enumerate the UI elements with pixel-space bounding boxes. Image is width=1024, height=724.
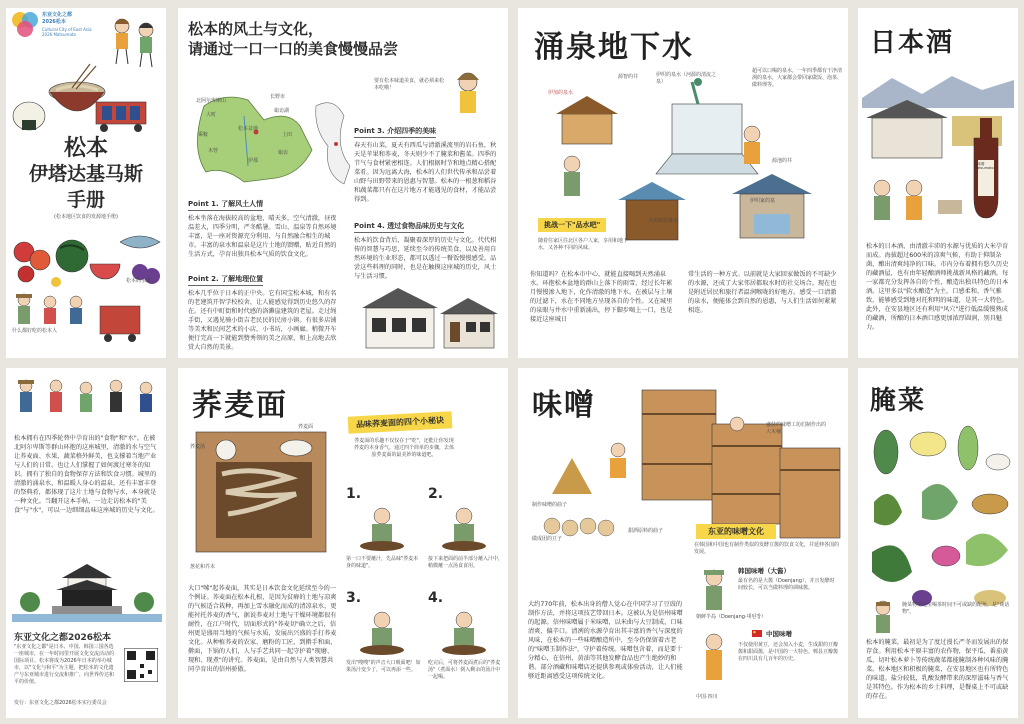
qr-code[interactable] — [124, 648, 158, 682]
point-2-heading: Point 2. 了解地理位置 — [188, 274, 263, 286]
tsukemono-title: 腌菜 — [870, 386, 927, 416]
map-label-0: 北阿尔卑斯山 — [196, 98, 227, 104]
label-source: 源智的井 — [618, 74, 639, 80]
water-taste-caption: 随着住家区往北区各户人家，享用和地下水，又各种不同的风味。 — [538, 238, 629, 251]
tsukemono-caption: 腌菜物是这里喝茶时间不可或缺的配角，是"谈话物"。 — [902, 602, 1010, 615]
tsukemono-text: 松本的腌菜，最初是为了度过漫长严冬而发展出的保存食。利用松本平原丰富的农作物，保平瓜、番茄黄瓜、切叶松本萝卜等传统蔬菜都能腌制各种风味的腌菜。松本地区和积极的腌菜，在安昙地区也有所特色的味道。盐分较低，乳酸发酵带来的深厚滋味与香气是其特色。作为松本的乡土料理，是餐桌上不可或缺的存在。 — [866, 639, 1009, 700]
onigiri-illustration — [10, 94, 48, 134]
china-name: 中国味噌 — [766, 630, 792, 638]
step-1-number: 1. — [346, 486, 362, 502]
sake-bottle-label: 本味噌 Matsumoto — [974, 162, 994, 170]
footer-title: 东亚文化之都2026松本 — [14, 633, 112, 643]
map-label-7: 诹访 — [278, 150, 289, 156]
sake-title: 日本酒 — [870, 28, 955, 58]
brand-title: 东亚文化之都 — [42, 12, 73, 18]
label-kura: 伊织家的泉 — [750, 198, 776, 204]
tag-keg: 盛装的味噌工坊们制作出的大木桶 — [766, 422, 827, 435]
step-3-number: 3. — [346, 590, 362, 606]
point-3 — [354, 118, 502, 204]
water-text-1: 你知道吗？在松本市中心，就能直接喝到天然涌泉水。环抱松本盆地的群山上落下的雨雪，经过长年累月慢慢渗入地下，化作清澈的地下水。在被层与土壤的过滤下，水在不同地方呈现各自的个性。又在城里的泉眼与井水中重新涌出，停下脚步喝上一口，也是接近这座城日 — [530, 271, 673, 323]
tag-wrap: 甜酒原料的曲子 — [628, 528, 664, 534]
step-4-text: 吃完后，可将荞麦面煮后的"荞麦汤"（煮面水）倒入剩余的汤汁中一起喝。 — [428, 660, 501, 680]
point-1 — [188, 191, 338, 259]
point-4-heading: Point 4. 透过食物品味历史与文化 — [354, 221, 464, 233]
map-label-4: 上田 — [282, 132, 293, 138]
miso-illustrations — [522, 374, 844, 544]
korea-person-illustration — [694, 566, 734, 614]
point-2 — [188, 266, 338, 352]
caption-fruit: 松本的水果 — [126, 278, 152, 284]
people-illustration — [10, 288, 166, 354]
cover-subtitle: (松本地区饮食的发源地手册) — [54, 214, 118, 220]
tag-balls: 做成团的豆子 — [532, 536, 563, 542]
miso-banner: 东亚的味噌文化 — [696, 524, 776, 539]
guide-girl-illustration — [448, 68, 488, 118]
map-label-3: 诹访湖 — [274, 108, 290, 114]
family-illustration — [12, 374, 162, 430]
festival-float-illustration — [86, 94, 156, 134]
sake-illustration — [862, 68, 1014, 238]
brand-subtitle: Cultural City of East Asia 2026 Matsumoto — [42, 27, 92, 37]
map-label-8: 长野市 — [270, 94, 286, 100]
intro-headline-2: 请通过一口一口的美食慢慢品尝 — [188, 40, 399, 58]
brand-year: 2026松本 — [42, 19, 66, 25]
miso-text: 大约770年前，松本出身的僧人觉心在中国学习了豆豉的制作方法，并将这项技艺带回日本。这被认为是信州味噌的起源。信州味噌属于米味噌，以米曲与大豆制成，口味清爽、偏辛口。清冽的水源孕育出其丰富的香气与深度的风味，在松本的一些味噌酿造所中，至今仍保留着古老的"味噌玉制作法"，守护着传统。味噌包含着，而是要十分精心，在信州，黄油等其他发酵食品也产生绝妙的和谐。部分酒藏和味噌店还提供参观或体验活动，让人们能够近距离感受这项传统文化。 — [528, 601, 683, 680]
step-illustrations-top — [346, 502, 506, 552]
point-3-heading: Point 3. 介绍四季的美味 — [354, 126, 436, 138]
intro-panel — [178, 8, 508, 358]
soba-panel — [178, 368, 508, 718]
point-3-text: 春天有山菜，夏天有西瓜与清澈溪流里的岩石鱼，秋天是苹果和荞麦，冬天则少不了腌菜和酱菜。四季的节气与食材紧密相连。人们根据时节和地点精心搭配菜肴。因为远离大海，松本的人们世代传承和品尝着山野与田野带来的恩惠与智慧。松本的一根葱和稻谷和蔬菜都只有在这片地方才能遇见的食材，才能品尝得到。 — [354, 142, 497, 203]
intro-bubble: 要有松本味道美食，就必须来松本吃哦！ — [374, 78, 445, 91]
kids-illustration — [104, 12, 162, 72]
footer-text: "东亚文化之都"是日本、中国、韩国三国各选一座城市，在一年时间里开展文化交流活动的国际项目。松本将成为2026年日本的举办城市，以"文化与和平"为主题，把松本的文化遗产与东亚城市进行交流和推广，向世界传达和平的价值。 — [14, 644, 115, 685]
soba-text: 大口"嗦"起荞麦面，其实是日本饮食文化延续至今的一个例证。荞麦面在松本扎根，是因为贫瘠的土地与凉爽的气候适合栽种，再加上雪水融化而成的清凉泉水，更能衬托荞麦的香气，据说荞麦对土地与干燥环境都很有耐性，在江户时代，切面形式的"荞麦切"确立之后，信州更是盛用当地的气候与水质，发展出兴盛的手打荞麦文化。从种植荞麦的农家、磨粉的工匠，到擀手和面，擀面，下锅的人们，人与手艺共同一起守护着"现磨、现和、现煮"的讲究。荞麦面，是由自然与人类智慧共同孕育出的信州骄傲。 — [188, 585, 337, 673]
water-bubble: 超可以口喝的泉水，一年四季都有干净清冽的泉水，大家都会带回家做饭、泡茶、做料理等。 — [752, 68, 843, 88]
point-1-text: 松本坐落在海拔较高的盆地，晴天多，空气清澈，昼夜温差大，四季分明，严冬酷暑。雪山、温泉等自然环境丰富，是一座对资源充分利用、与自然融合相生的城市。丰富的泉水和温泉是这片土地的馈赠，贴近自然的生活方式，孕育出独具松本气质的饮食文化。 — [188, 215, 337, 258]
point-4 — [354, 213, 502, 281]
korea-name: 韩国味噌（大酱） — [738, 567, 790, 575]
sake-panel — [858, 8, 1018, 358]
soba-title: 荞麦面 — [192, 388, 288, 423]
step-2-number: 2. — [428, 486, 444, 502]
soba-tray-illustration — [186, 422, 336, 562]
map-label-5: 木曾 — [208, 148, 219, 154]
cover-panel — [6, 8, 166, 358]
child-illustration — [868, 598, 898, 638]
cultural-city-logo — [10, 10, 40, 40]
point-2-text: 松本几乎位于日本的正中央。它有国宝松本城，和有名的老建筑开智学校校舍，让人能感觉得到历史悠久的存在。还有中町街和时代感的洛濑崖建筑的老屋。走过绳手街，又遇见骑小街吉老民民的民房小镇。有很多店铺等美术和民间艺术的小店，小书坊，小画廊。稍微开车便行完高一下就能到赞秀领的美之高原，和上高地去欣赏大自然的美景。 — [188, 290, 337, 351]
soba-intro-bubble: 荞麦面的乐趣不仅仅在于"吃"，还能让你发现荞麦的本身香气。通过四个简单的步骤，去体验荞麦面的最美妙的味道吧。 — [354, 438, 455, 458]
tsukemono-panel — [858, 368, 1018, 718]
miso-title: 味噌 — [532, 388, 596, 423]
map-label-9: 乘鞍 — [198, 132, 209, 138]
map-label-2: 松本盆地 — [238, 126, 259, 132]
china-flag-icon — [752, 630, 762, 637]
korea-text: 最有名的是大酱（Doenjang），并且发酵时间较长，可以当做料理的调味酱。 — [738, 578, 835, 591]
label-fountain: 源池的井 — [772, 158, 793, 164]
water-illustrations — [522, 74, 842, 264]
map-label-1: 大町 — [206, 112, 217, 118]
issuer: 发行：东亚文化之都2026松本实行委员会 — [14, 700, 107, 706]
water-yellow-tag: 挑战一下"品水吧" — [538, 218, 606, 232]
cover-title-2: 伊塔达基马斯 — [28, 163, 143, 185]
about-text: 松本拥有在四季轮替中孕育出的"食物"和"水"。在被北阿尔卑斯等群山环抱的这座城里，清澈的水与空气让荞麦面、水果、蔬菜格外鲜美，也支撑着当地产业与人们的日常。也让人们掌握了如何渡过寒冬的知识。拥有了独自的食物保存方法和饮食习惯。城里的清澈的涌泉水，和温暖人身心的温泉，还有丰富丰登的祭典肴，都体现了这片土地与食物与水，本身就是一种文化。当翻开这本手帖，一边走访松本的"美食"与"水"，可以一边细细品味这座城的历史与文化。 — [14, 435, 159, 514]
point-4-text: 松本的饮食背后，凝聚着深厚的历史与文化。代代相传的智慧与巧思，延续至今的传统美食，以及善用自然环境的生业形态，都可以透过一餐饭慢慢感受。品尝这些料理的同时，也是在触摸这座城的历史，风土与生活习惯。 — [354, 237, 497, 280]
korea-meta: 朝鲜半岛（Doenjang·대된장） — [696, 614, 767, 620]
tag-wasabi: 葱花和芥末 — [190, 564, 216, 570]
castle-illustration — [12, 556, 162, 622]
label-pump: 伊织的泉水（河源的清流之泉） — [656, 72, 717, 85]
cover-title-1: 松本 — [63, 136, 108, 161]
water-title: 涌泉地下水 — [534, 30, 694, 65]
caption-people: 什么都好吃的松本人 — [12, 328, 58, 334]
miso-panel — [518, 368, 848, 718]
label-shrine: 大名町的泉水 — [648, 218, 679, 224]
water-panel — [518, 8, 848, 358]
townhouse-illustration — [358, 278, 503, 353]
step-illustrations-bottom — [346, 606, 506, 656]
vegetables-illustration — [862, 422, 1014, 612]
step-1-text: 第一口不要蘸汁，先品味"荞麦本身的味道"。 — [346, 556, 419, 569]
cover-title-3: 手册 — [66, 189, 105, 211]
china-meta: 中国·四川 — [696, 694, 718, 700]
miso-sub: 在韩国和中国也有制作类似的发酵豆酱的饮食文化，并延伸各国的发展。 — [694, 542, 840, 555]
label-well: 伊加的泉水 — [548, 90, 574, 96]
point-1-heading: Point 1. 了解风土人情 — [188, 199, 263, 211]
step-2-text: 接下来把面的前半部分蘸入汁中，稍微蘸一点汤食食用。 — [428, 556, 504, 569]
china-person-illustration — [694, 630, 734, 690]
tag-koji: 制作味噌的曲子 — [532, 502, 568, 508]
water-text-2: 常生活的一种方式。以前就是大家回家做饭的不可缺少的水源，还成了大家邻居都取水时的社交场合。现在也是附近居民和旅行者温润喉咙的好地方。感受一口清澈的泉水，便能体会到自然的恩惠，与人们生活如何紧紧相连。 — [688, 271, 837, 314]
step-3-text: 发出"嗖嗖"的声音大口吸面吧！如果汤汁变少了，可以再添一些。 — [346, 660, 421, 673]
map-label-6: 伊那 — [248, 158, 259, 164]
about-panel — [6, 368, 166, 718]
step-4-number: 4. — [428, 590, 444, 606]
tag-tsuyu: 荞麦汤 — [190, 444, 206, 450]
sake-text: 松本的日本酒，由清澈丰沛的水源与优质的大米孕育而成。海拔超过600米的凉爽气候，有助于抑制杂菌，酿出清爽纯净的口味。市内分布着拥有悠久历史的藏酒屋，也有由年轻酿酒师挑战新风格的藏酒。每一家都充分发挥各自的个性，酿造出独具特色的日本酒。这里多以"软水酿造"为主，口感柔和、香气雅致，能够感受到地对托和明的味道，是其一大特色。此外，在安昙地区还有利用"风穴"进行低温缓慢熟成的藏酒，所酿的日本酒口感更加浓厚圆润，别具魅力。 — [866, 243, 1009, 331]
tag-zaru: 荞麦面 — [298, 424, 314, 430]
soba-banner: 品味荞麦面的四个小秘诀 — [348, 411, 453, 433]
china-text: 不仅使用黄豆，还会加入小麦，生成甜的豆瓣酱和甜面酱，是中国的一大特色。郫县豆瓣酱在四川具有几百年的历史。 — [738, 642, 839, 662]
intro-headline-1: 松本的风土与文化， — [188, 20, 324, 38]
